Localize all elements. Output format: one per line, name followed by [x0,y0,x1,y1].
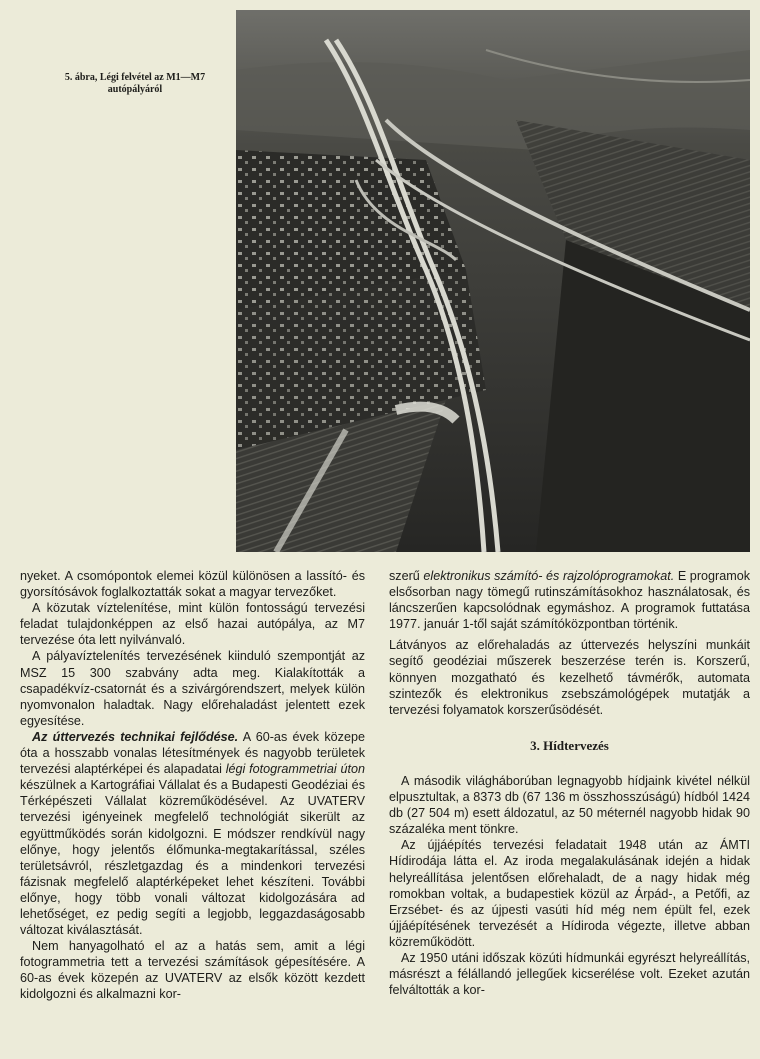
text-run: Az újjáépítés tervezési feladatait 1948 után az ÁMTI Hídirodája látta el. Az iroda megalakulásának idején a hidak helyreállítása jelentősen előrehaladt, de a nagy hidak még romokban voltak, a budapestiek közül az Árpád-, a Petőfi, az Erzsébet- és az újpesti vasúti híd még nem épült fel, ezek újjáépítésének tervezését a Hídiroda végezte, illetve abban közreműködött. [389,838,750,949]
text-run: A pályavíztelenítés tervezésének kiinduló szempontját az MSZ 15 300 szabvány adta meg. Kialakították a csapadékvíz-csatornát és a szivárgórendszert, melyek külön nyomvonalon haladtak. Nagy előrehaladást jelentett ezek egyesítése. [20,649,365,728]
paragraph [20,938,365,1002]
text-run: Látványos az előrehaladás az úttervezés helyszíni munkáit segítő geodéziai műszerek beszerzése terén is. Korszerű, könnyen mozgatható és kezelhető távmérők, automata szintezők és elektronikus zsebszámológépek mutatják a tervezési folyamatok korszerűsödését. [389,638,750,717]
paragraph [389,773,750,837]
paragraph [20,568,365,600]
text-run: A közutak víztelenítése, mint külön fontosságú tervezési feladat tulajdonképpen az első hazai autópálya, az M7 tervezése óta lett nyilvánvaló. [20,601,365,648]
text-run: szerű [389,569,424,583]
figure-caption-line-2: autópályáról [107,84,163,95]
text-run: készülnek a Kartográfiai Vállalat és a Budapesti Geodéziai és Térképészeti Vállalat közreműködésével. Az UVATERV tervezési igényeinek megfelelő technológiát sikerült az együttműködés során kidolgozni. E módszer rendkívül nagy előnye, hogy jelentős élőmunka-megtakarítással, széles területsávról, részletgazdag és a mindenkori tervezési fázisnak megfelelő alaptérképeket lehet készíteni. További előnye, hogy több vonali változat kidolgozására ad lehetőséget, ez pedig segíti a legjobb, leggazdaságosabb változat kiválasztását. [20,778,365,938]
text-run: nyeket. A csomópontok elemei közül különösen a lassító- és gyorsítósávok foglalkoztatták sokat a magyar tervezőket. [20,569,365,600]
paragraph [389,837,750,950]
text-run: Nem hanyagolható el az a hatás sem, amit a légi fotogrammetria tett a tervezési számítások gépesítésére. A 60-as évek közepén az UVATERV az elsők között kezdett kidolgozni és alkalmazni kor- [20,939,365,1002]
figure-caption [20,72,250,96]
emphasized-text: Az úttervezés technikai fejlődése. [32,729,239,744]
text-column-right [389,568,750,998]
text-run: E programok elsősorban nagy tömegű rutinszámításokhoz használatosak, és láncszerűen kapcsolódnak egymáshoz. A programok futtatása 1977. január 1-től saját számítóközpontban történik. [389,569,751,632]
text-run: A második világháborúban legnagyobb hídjaink kivétel nélkül elpusztultak, a 8373 db (67 136 m összhosszúságú) hídból 1424 db (27 504 m) esett áldozatul, az 50 méternél nagyobb hidak 90 százaléka ment tönkre. [389,773,750,837]
emphasized-text: légi fotogrammetriai úton [225,762,365,777]
paragraph [389,637,750,717]
figure-caption-line-1: 5. ábra, Légi felvétel az M1—M7 [64,72,206,83]
paragraph [20,729,365,938]
paragraph [20,600,365,648]
emphasized-text: elektronikus számító- és rajzolóprogramokat. [423,569,675,583]
aerial-photo [236,10,750,552]
paragraph [389,950,750,998]
paragraph [20,648,365,728]
text-run: Az 1950 utáni időszak közúti hídmunkái egyrészt helyreállítás, másrészt a félállandó jellegűek kicserélése volt. Ezeket azután felváltották a kor- [389,950,750,998]
text-column-left [20,568,365,1003]
paragraph [389,568,750,632]
section-heading: 3. Hídtervezés [530,737,609,753]
text-run: A 60-as évek közepe óta a hosszabb vonalas létesítmények és nagyobb területek tervezési alaptérképei és alapadatai [20,729,365,777]
